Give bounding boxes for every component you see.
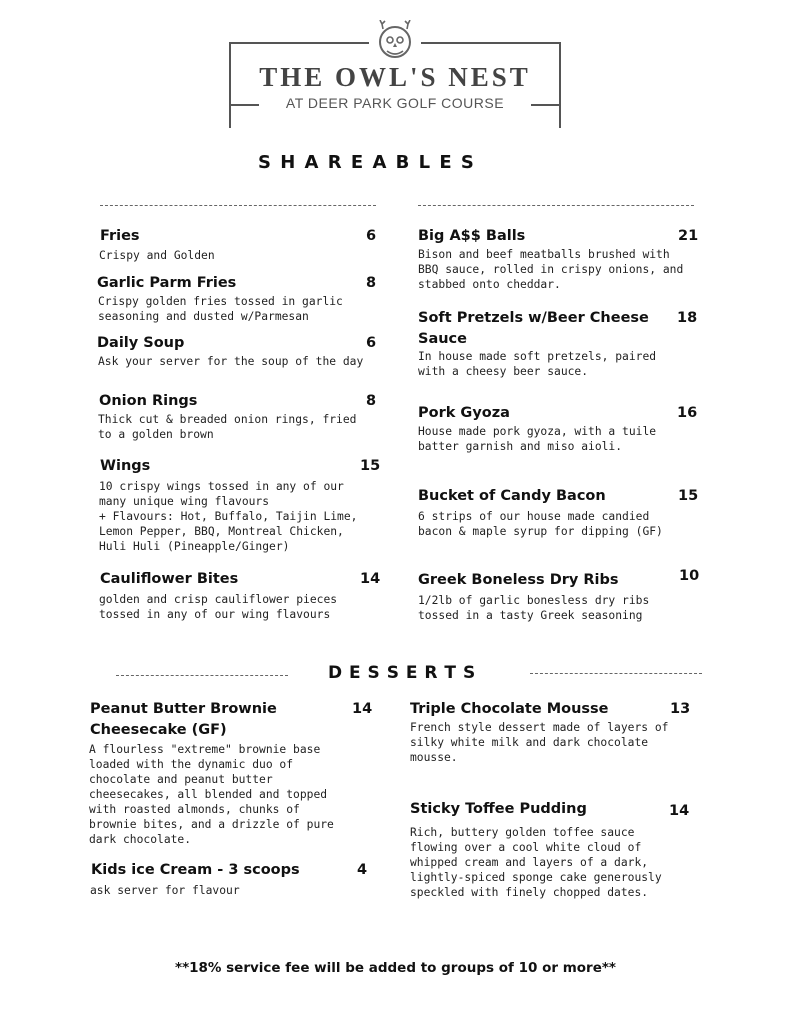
item-price: 6 bbox=[366, 228, 377, 244]
item-price: 13 bbox=[670, 701, 691, 717]
item-price: 14 bbox=[669, 803, 690, 819]
item-description: 1/2lb of garlic bonesless dry ribs tossed in a tasty Greek seasoning bbox=[418, 594, 650, 622]
item-description: Rich, buttery golden toffee sauce flowing over a cool white cloud of whipped cream and layers of a dark, lightly-spiced sponge cake generously speckled with finely chopped dates. bbox=[410, 826, 662, 899]
item-price: 15 bbox=[360, 458, 381, 474]
desserts-title: D E S S E R T S bbox=[328, 663, 476, 683]
shareables-title: S H A R E A B L E S bbox=[258, 152, 474, 173]
item-price: 14 bbox=[352, 701, 373, 717]
item-name: Big A$$ Balls bbox=[418, 228, 526, 244]
item-price: 21 bbox=[678, 228, 699, 244]
item-name: Kids ice Cream - 3 scoops bbox=[91, 862, 300, 878]
item-description: A flourless "extreme" brownie base loaded with the dynamic duo of chocolate and peanut butter cheesecakes, all blended and topped with roasted almonds, chunks of brownie bites, and a drizzle of pure dark chocolate. bbox=[89, 743, 334, 846]
divider bbox=[418, 205, 694, 206]
item-price: 15 bbox=[678, 488, 699, 504]
divider bbox=[530, 673, 702, 674]
item-name: Peanut Butter Brownie Cheesecake (GF) bbox=[90, 701, 277, 738]
item-price: 16 bbox=[677, 405, 698, 421]
item-name: Fries bbox=[100, 228, 140, 244]
item-name: Daily Soup bbox=[97, 335, 185, 351]
logo-subtitle: AT DEER PARK GOLF COURSE bbox=[285, 95, 505, 111]
logo-name: THE OWL'S NEST bbox=[259, 62, 531, 92]
item-name: Soft Pretzels w/Beer Cheese Sauce bbox=[418, 310, 649, 347]
item-description: Bison and beef meatballs brushed with BBQ sauce, rolled in crispy onions, and stabbed onto cheddar. bbox=[418, 248, 684, 291]
item-price: 4 bbox=[357, 862, 368, 878]
item-description: House made pork gyoza, with a tuile batter garnish and miso aioli. bbox=[418, 425, 657, 453]
item-name: Sticky Toffee Pudding bbox=[410, 801, 587, 817]
item-price: 8 bbox=[366, 275, 377, 291]
item-name: Wings bbox=[100, 458, 151, 474]
item-description: Ask your server for the soup of the day bbox=[98, 355, 364, 368]
item-description: ask server for flavour bbox=[90, 884, 240, 897]
divider bbox=[100, 205, 376, 206]
item-description: Thick cut & breaded onion rings, fried to a golden brown bbox=[98, 413, 357, 441]
divider bbox=[116, 675, 288, 676]
item-price: 8 bbox=[366, 393, 377, 409]
item-name: Greek Boneless Dry Ribs bbox=[418, 572, 619, 588]
logo bbox=[229, 20, 561, 112]
item-description: Crispy golden fries tossed in garlic seasoning and dusted w/Parmesan bbox=[98, 295, 343, 323]
item-price: 18 bbox=[677, 310, 698, 326]
item-price: 10 bbox=[679, 568, 700, 584]
item-description: French style dessert made of layers of silky white milk and dark chocolate mousse. bbox=[410, 721, 669, 764]
item-name: Pork Gyoza bbox=[418, 405, 510, 421]
item-description: golden and crisp cauliflower pieces tossed in any of our wing flavours bbox=[99, 593, 338, 621]
service-fee-note: **18% service fee will be added to groups of 10 or more** bbox=[175, 960, 616, 976]
item-description: 6 strips of our house made candied bacon & maple syrup for dipping (GF) bbox=[418, 510, 663, 538]
item-name: Onion Rings bbox=[99, 393, 198, 409]
item-description: Crispy and Golden bbox=[99, 249, 215, 262]
item-description: In house made soft pretzels, paired with a cheesy beer sauce. bbox=[418, 350, 657, 378]
item-name: Cauliflower Bites bbox=[100, 571, 239, 587]
owl-deer-emblem-icon bbox=[372, 20, 418, 60]
item-name: Triple Chocolate Mousse bbox=[410, 701, 609, 717]
item-price: 14 bbox=[360, 571, 381, 587]
item-description: 10 crispy wings tossed in any of our many unique wing flavours + Flavours: Hot, Buffalo, Taijin Lime, Lemon Pepper, BBQ, Montreal Chicken, Huli Huli (Pineapple/Ginger) bbox=[99, 480, 358, 553]
item-name: Bucket of Candy Bacon bbox=[418, 488, 606, 504]
item-price: 6 bbox=[366, 335, 377, 351]
item-name: Garlic Parm Fries bbox=[97, 275, 237, 291]
